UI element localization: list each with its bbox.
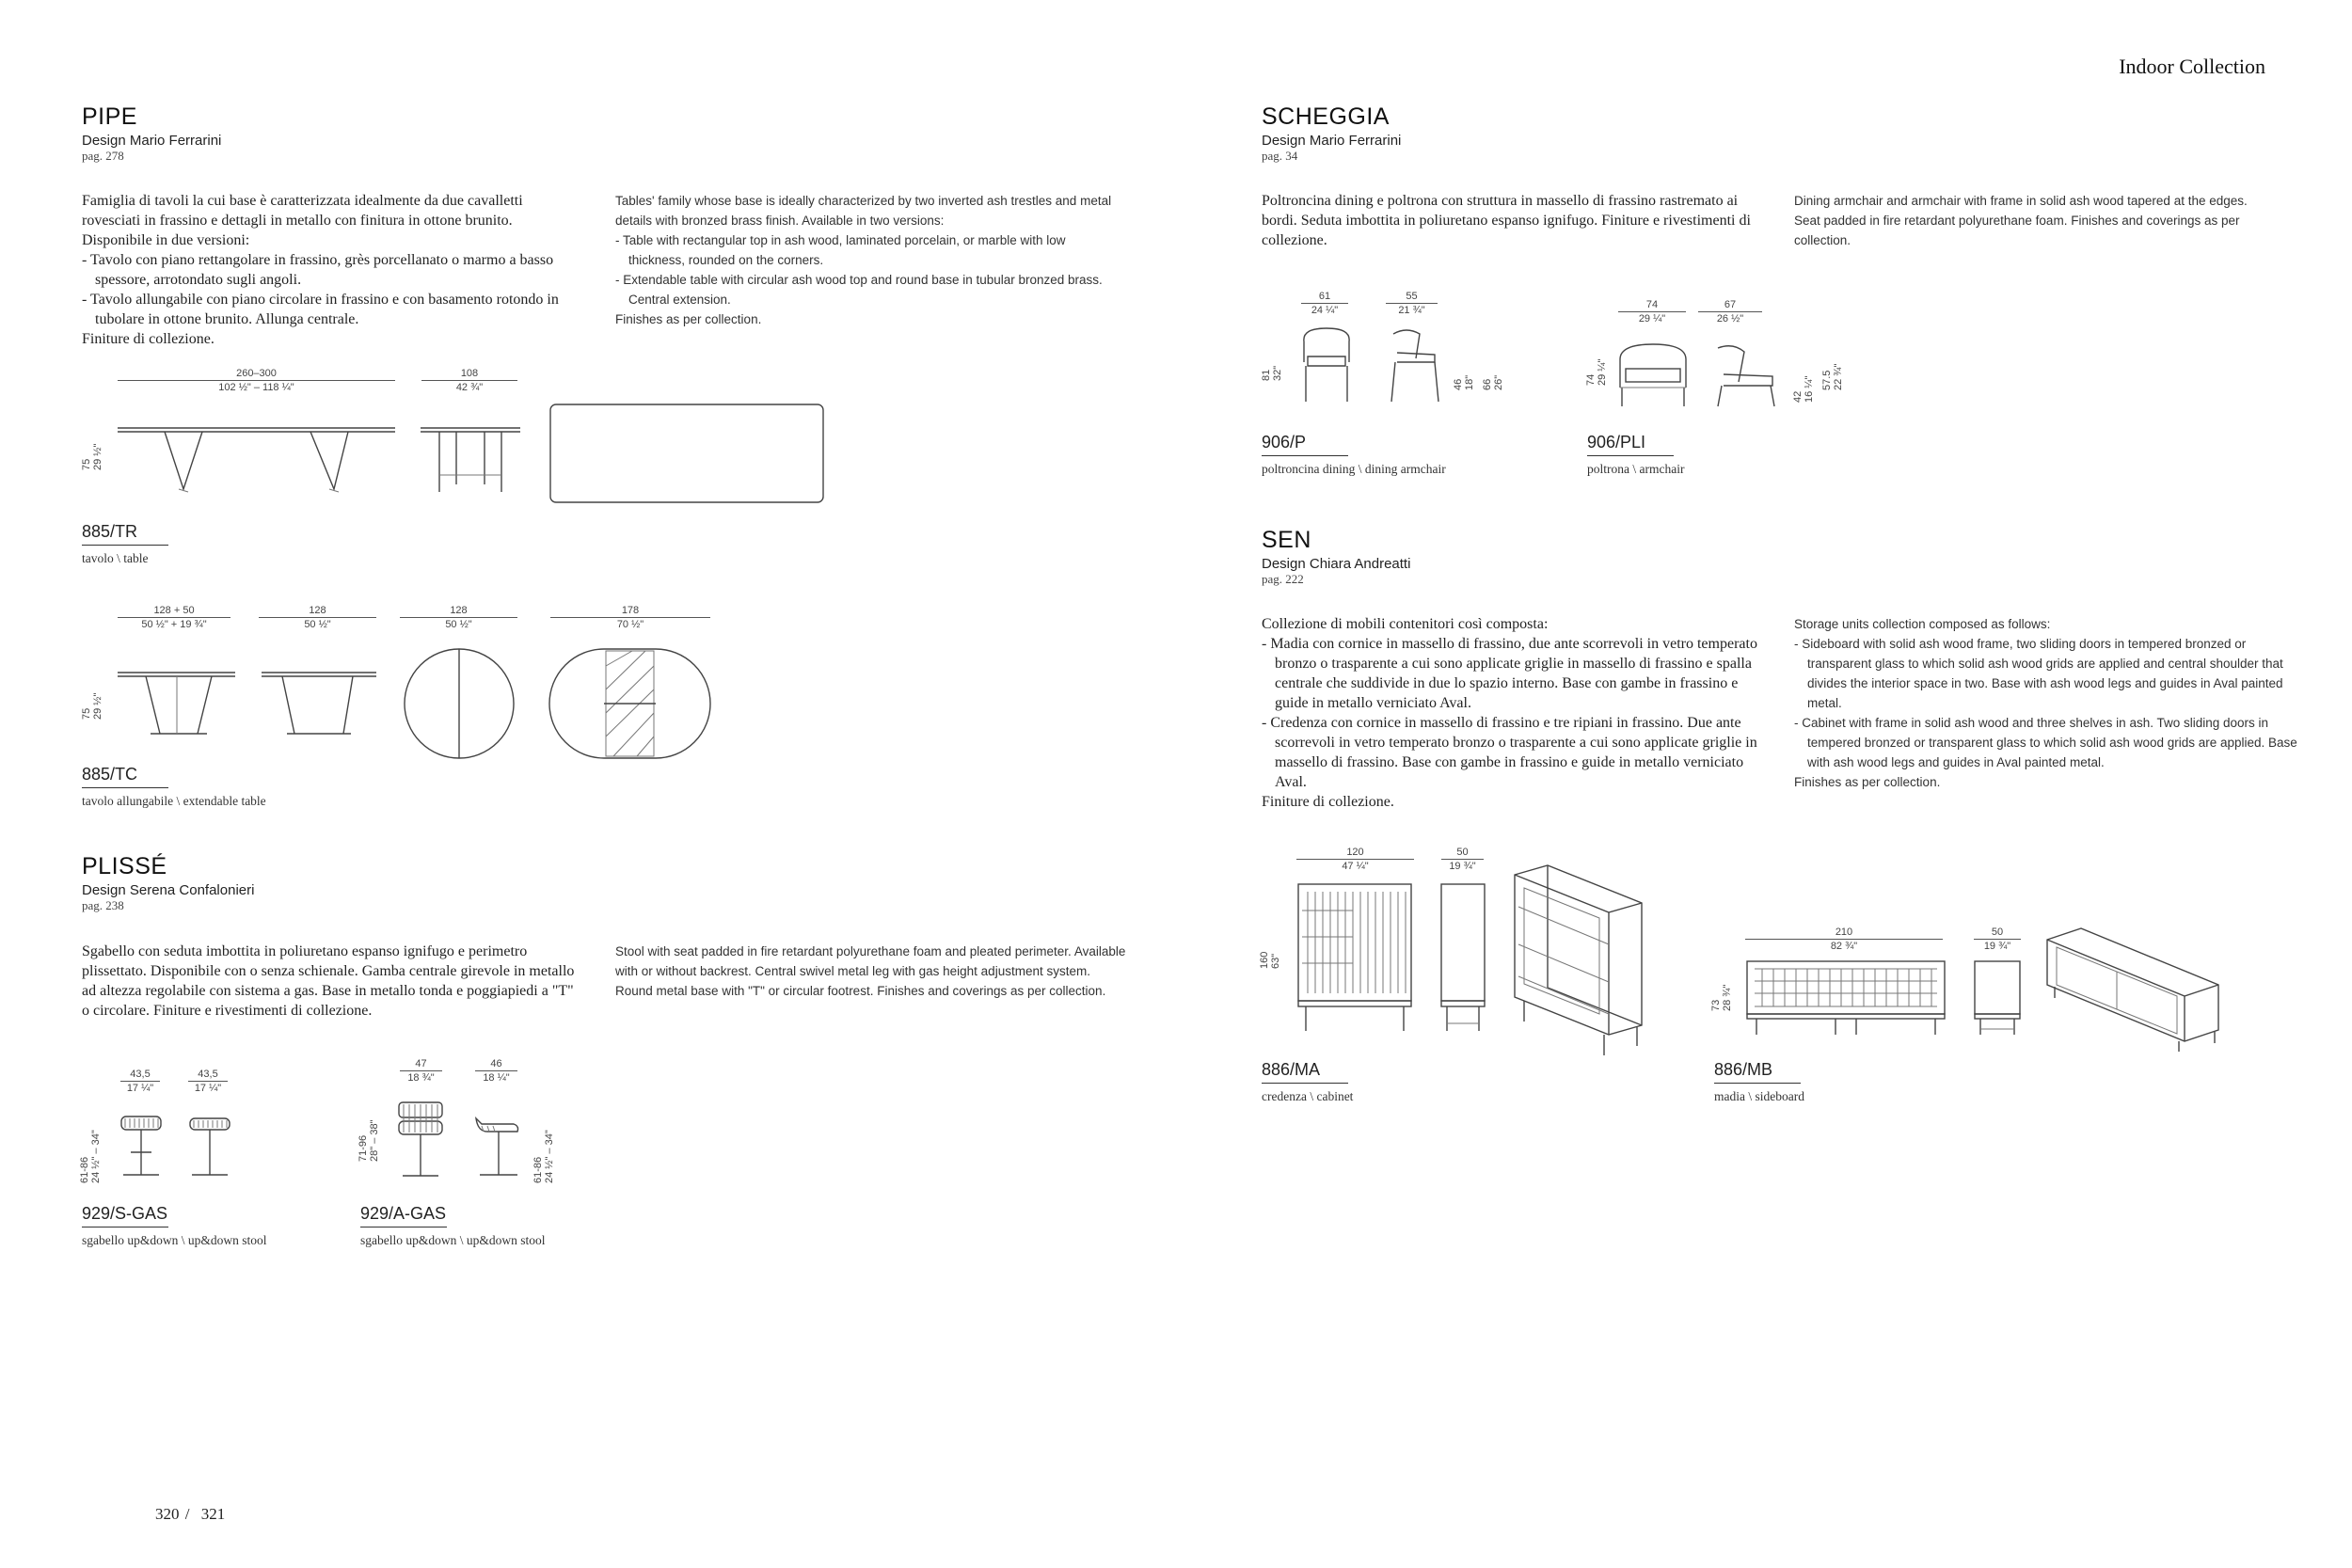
list-item: - Tavolo con piano rettangolare in frassino, grès porcellanato o marmo a basso spessore, arrotondato sugli angoli. [82, 252, 554, 288]
description-finish: Finishes as per collection. [1794, 775, 1941, 789]
chair-906p-front-drawing [1298, 325, 1355, 404]
list-item: - Table with rectangular top in ash wood, laminated porcelain, or marble with low thickness, rounded on the corners. [615, 233, 1066, 267]
dimension-label: 50 19 ¾" [1441, 847, 1484, 872]
page-reference: pag. 238 [82, 898, 124, 912]
dimension-label: 67 26 ½" [1698, 299, 1762, 325]
sen-description-en [1794, 614, 2312, 792]
product-caption: tavolo \ table [82, 551, 149, 565]
dimension-label: 178 70 ½" [550, 605, 710, 630]
stool-a-gas-side-drawing [472, 1115, 524, 1180]
page-number-right: 321 [200, 1505, 226, 1523]
height-dimension: 71-96 28" – 38" [358, 1119, 380, 1162]
description-intro: Tables' family whose base is ideally characterized by two inverted ash trestles and metal details with bronzed brass finish. Available in two versions: [615, 194, 1112, 228]
product-caption: poltrona \ armchair [1587, 462, 1685, 476]
table-tr-front-drawing [113, 419, 405, 503]
list-item: - Cabinet with frame in solid ash wood and three shelves in ash. Two sliding doors in tempered bronzed or transparent glass to which solid ash wood grids are applied. Base with ash wood legs and guides in Aval painted metal. [1794, 716, 2297, 769]
description-intro: Storage units collection composed as follows: [1794, 617, 2051, 631]
list-item: - Sideboard with solid ash wood frame, two sliding doors in tempered bronzed or transparent glass to which solid ash wood grids are applied and central shoulder that divides the interior space in two. Base with ash wood legs and guides in Aval painted metal. [1794, 637, 2283, 710]
dimension-label: 61 24 ¼" [1301, 291, 1348, 316]
designer: Design Mario Ferrarini [1262, 133, 1402, 149]
pipe-section [82, 103, 1154, 164]
product-caption: sgabello up&down \ up&down stool [82, 1233, 267, 1247]
cabinet-886ma-side-drawing [1439, 882, 1486, 1033]
description-intro: Collezione di mobili contenitori così composta: [1262, 616, 1549, 632]
armchair-906pli-front-drawing [1616, 341, 1690, 408]
sideboard-886mb-perspective-drawing [2043, 927, 2222, 1053]
dimension-label: 47 18 ¾" [400, 1058, 442, 1084]
height-dimension: 61-86 24 ½" – 34" [532, 1130, 555, 1183]
side-dimension: 46 18" [1453, 374, 1475, 390]
product-code: 886/MA [1262, 1060, 1348, 1084]
stool-s-gas-side-drawing [186, 1115, 233, 1180]
product-caption: sgabello up&down \ up&down stool [360, 1233, 546, 1247]
table-tr-side-drawing [419, 419, 522, 503]
list-item: - Tavolo allungabile con piano circolare in frassino e con basamento rotondo in tubolare in ottone brunito. Allunga centrale. [82, 292, 559, 327]
sen-section [1262, 527, 1410, 587]
side-dimension: 57.5 22 ¾" [1821, 363, 1844, 390]
pipe-description-en [615, 191, 1123, 329]
dimension-label: 74 29 ¼" [1618, 299, 1686, 325]
section-title: PLISSÉ [82, 853, 167, 879]
dimension-label: 260–300 102 ½" – 118 ¼" [118, 368, 395, 393]
product-906-p [1262, 433, 1446, 477]
dimension-label: 43,5 17 ¼" [188, 1069, 228, 1094]
stool-s-gas-front-drawing [118, 1115, 165, 1180]
designer: Design Serena Confalonieri [82, 882, 255, 898]
table-tc-round-top-drawing [403, 647, 516, 760]
table-tr-top-drawing [548, 403, 826, 506]
dimension-label: 128 + 50 50 ½" + 19 ¾" [118, 605, 230, 630]
description-intro: Famiglia di tavoli la cui base è caratterizzata idealmente da due cavalletti rovesciati in frassino e dettagli in metallo con finitura in ottone brunito. Disponibile in due versioni: [82, 193, 523, 248]
sideboard-886mb-front-drawing [1745, 959, 1947, 1037]
product-886-mb [1714, 1060, 1804, 1104]
collection-title: Indoor Collection [2119, 55, 2265, 78]
page-separator: / [184, 1505, 190, 1523]
page-reference: pag. 34 [1262, 149, 1298, 163]
product-caption: poltroncina dining \ dining armchair [1262, 462, 1446, 476]
height-dimension: 73 28 ¾" [1710, 984, 1733, 1011]
cabinet-886ma-perspective-drawing [1505, 863, 1646, 1061]
dimension-label: 50 19 ¾" [1974, 927, 2021, 952]
product-code: 906/P [1262, 433, 1348, 456]
height-dimension: 61-86 24 ½" – 34" [79, 1130, 102, 1183]
chair-906p-side-drawing [1388, 325, 1444, 404]
list-item: - Credenza con cornice in massello di frassino e tre ripiani in frassino. Due ante scorrevoli in vetro temperato bronzo o trasparente a cui sono applicate griglie in massello di frassino. Base con gambe in frassino e guide in metallo verniciato Aval. [1262, 715, 1757, 790]
page-reference: pag. 278 [82, 149, 124, 163]
designer: Design Mario Ferrarini [82, 133, 222, 149]
designer: Design Chiara Andreatti [1262, 556, 1411, 572]
product-caption: credenza \ cabinet [1262, 1089, 1354, 1103]
product-885-tr [82, 522, 168, 566]
dimension-label: 210 82 ¾" [1745, 927, 1943, 952]
product-885-tc [82, 765, 266, 809]
product-code: 885/TC [82, 765, 168, 788]
height-dimension: 81 32" [1261, 365, 1283, 381]
side-dimension: 66 26" [1482, 374, 1504, 390]
product-caption: tavolo allungabile \ extendable table [82, 794, 266, 808]
section-title: PIPE [82, 103, 137, 130]
dimension-label: 55 21 ¾" [1386, 291, 1438, 316]
description-finish: Finiture di collezione. [1262, 794, 1394, 810]
page-number-left: 320 [155, 1505, 180, 1523]
dimension-label: 120 47 ¼" [1296, 847, 1414, 872]
pipe-description-it [82, 191, 580, 349]
table-tc-extended-top-drawing [548, 647, 712, 760]
product-caption: madia \ sideboard [1714, 1089, 1804, 1103]
scheggia-section [1262, 103, 1401, 164]
product-code: 929/S-GAS [82, 1204, 168, 1227]
page-numbers [155, 1505, 225, 1524]
product-code: 929/A-GAS [360, 1204, 447, 1227]
plisse-description-en: Stool with seat padded in fire retardant polyurethane foam and pleated perimeter. Available with or without backrest. Central swivel metal leg with gas height adjustment system. Round metal base with "T" or circular footrest. Finishes and coverings as per collection. [615, 944, 1126, 998]
height-dimension: 75 29 ½" [81, 692, 103, 720]
dimension-label: 108 42 ¾" [421, 368, 517, 393]
product-929-a-gas [360, 1204, 546, 1248]
product-929-s-gas [82, 1204, 267, 1248]
scheggia-description-it: Poltroncina dining e poltrona con struttura in massello di frassino rastremato ai bordi. Seduta imbottita in poliuretano espanso ignifugo. Finiture e rivestimenti di collezione. [1262, 193, 1751, 248]
product-906-pli [1587, 433, 1684, 477]
side-dimension: 42 16 ¼" [1792, 375, 1815, 403]
height-dimension: 74 29 ¼" [1585, 358, 1608, 386]
product-code: 885/TR [82, 522, 168, 546]
height-dimension: 75 29 ½" [81, 443, 103, 470]
description-finish: Finishes as per collection. [615, 312, 762, 326]
section-title: SEN [1262, 527, 1311, 553]
section-title: SCHEGGIA [1262, 103, 1390, 130]
dimension-label: 43,5 17 ¼" [120, 1069, 160, 1094]
product-886-ma [1262, 1060, 1353, 1104]
table-tc-front-drawing [113, 663, 240, 743]
product-code: 886/MB [1714, 1060, 1801, 1084]
table-tc-side-drawing [259, 663, 381, 743]
description-finish: Finiture di collezione. [82, 331, 215, 347]
sideboard-886mb-side-drawing [1973, 959, 2022, 1037]
list-item: - Extendable table with circular ash wood top and round base in tubular bronzed brass. Central extension. [615, 273, 1103, 307]
plisse-section [82, 853, 254, 913]
list-item: - Madia con cornice in massello di frassino, due ante scorrevoli in vetro temperato bronzo o trasparente a cui sono applicate griglie in massello di frassino e spalla centrale che suddivide in due lo spazio interno. Base con gambe in frassino e guide in metallo verniciato Aval. [1262, 636, 1757, 711]
sen-description-it [1262, 614, 1765, 812]
dimension-label: 128 50 ½" [400, 605, 517, 630]
dimension-label: 128 50 ½" [259, 605, 376, 630]
dimension-label: 46 18 ¼" [475, 1058, 517, 1084]
plisse-description-it: Sgabello con seduta imbottita in poliuretano espanso ignifugo e perimetro plissettato. Disponibile con o senza schienale. Gamba centrale girevole in metallo ad altezza regolabile con sistema a gas. Base in metallo tonda e poggiapiedi a "T" o circolare. Finiture e rivestimenti di collezione. [82, 943, 575, 1019]
armchair-906pli-side-drawing [1712, 341, 1780, 408]
page-reference: pag. 222 [1262, 572, 1304, 586]
stool-a-gas-front-drawing [395, 1101, 447, 1180]
cabinet-886ma-front-drawing [1296, 882, 1414, 1033]
product-code: 906/PLI [1587, 433, 1674, 456]
scheggia-description-en: Dining armchair and armchair with frame in solid ash wood tapered at the edges. Seat padded in fire retardant polyurethane foam. Finishes and coverings as per collection. [1794, 194, 2248, 247]
height-dimension: 160 63" [1259, 951, 1281, 969]
